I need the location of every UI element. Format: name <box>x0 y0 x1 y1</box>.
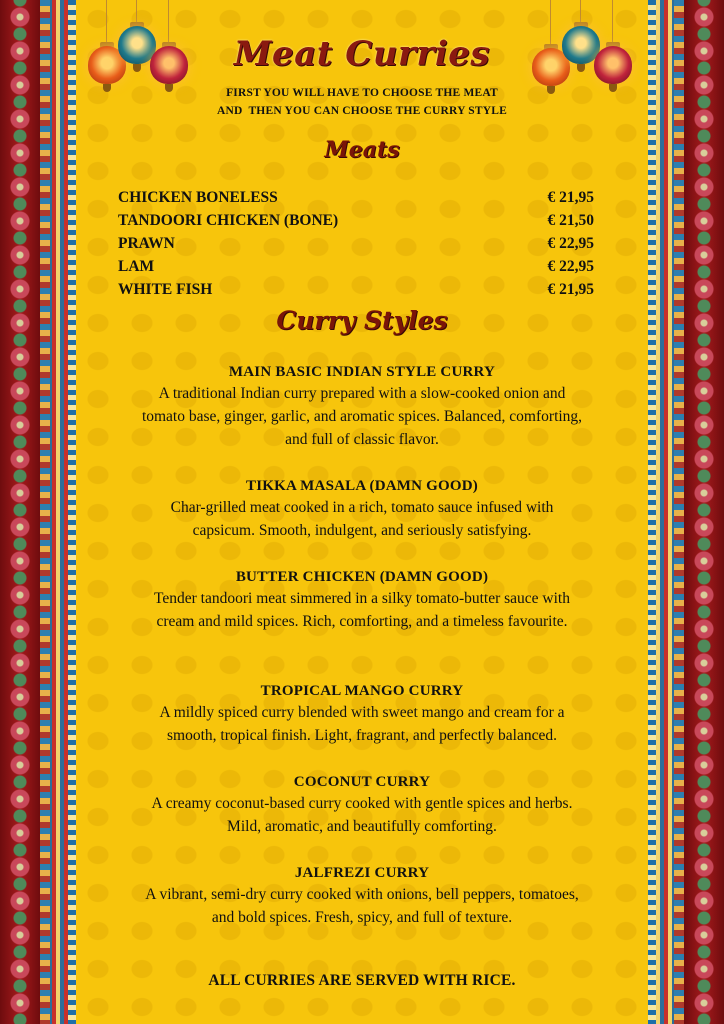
meat-name: CHICKEN BONELESS <box>118 188 278 206</box>
meat-item <box>118 209 594 232</box>
meat-item <box>118 186 594 209</box>
curry-style <box>140 863 584 929</box>
page-title: Meat Curries <box>233 34 491 74</box>
footer-note: ALL CURRIES ARE SERVED WITH RICE. <box>208 972 516 989</box>
meat-price: € 21,95 <box>547 280 594 298</box>
meat-name: PRAWN <box>118 234 175 252</box>
curry-style-name: JALFREZI CURRY <box>294 865 430 881</box>
curry-style-name: COCONUT CURRY <box>293 774 431 790</box>
meats-heading: Meats <box>324 137 400 163</box>
curry-style <box>140 567 584 633</box>
meat-item <box>118 232 594 255</box>
curry-style-description: Tender tandoori meat simmered in a silky tomato-butter sauce with cream and mild spices. Rich, comforting, and a timeless favourite. <box>153 590 570 630</box>
curry-style-name: TROPICAL MANGO CURRY <box>260 683 464 699</box>
curry-style-description: A creamy coconut-based curry cooked with gentle spices and herbs. Mild, aromatic, and beautifully comforting. <box>151 795 573 835</box>
meat-price: € 22,95 <box>547 257 594 275</box>
meat-item <box>118 278 594 301</box>
meat-name: TANDOORI CHICKEN (BONE) <box>118 211 339 229</box>
meat-name: WHITE FISH <box>118 280 213 298</box>
curry-style <box>140 362 584 451</box>
meat-price: € 21,50 <box>547 211 594 229</box>
curry-styles-heading: Curry Styles <box>276 306 448 335</box>
curry-style-name: TIKKA MASALA (DAMN GOOD) <box>246 478 478 494</box>
meat-name: LAM <box>118 257 155 275</box>
intro-line: FIRST YOU WILL HAVE TO CHOOSE THE MEAT <box>226 87 498 99</box>
curry-style-description: A vibrant, semi-dry curry cooked with onions, bell peppers, tomatoes, and bold spices. Fresh, spicy, and full of texture. <box>145 886 579 926</box>
intro-line: AND THEN YOU CAN CHOOSE THE CURRY STYLE <box>216 105 508 117</box>
curry-style-name: MAIN BASIC INDIAN STYLE CURRY <box>228 364 496 380</box>
intro-text <box>0 84 724 120</box>
curry-style <box>140 681 584 747</box>
curry-style-description: Char-grilled meat cooked in a rich, tomato sauce infused with capsicum. Smooth, indulgent, and seriously satisfying. <box>170 499 554 539</box>
curry-style <box>140 772 584 838</box>
meat-list <box>118 186 594 301</box>
curry-style <box>140 476 584 542</box>
meat-price: € 21,95 <box>547 188 594 206</box>
curry-style-description: A traditional Indian curry prepared with a slow-cooked onion and tomato base, ginger, garlic, and aromatic spices. Balanced, comforting, and full of classic flavor. <box>141 385 583 448</box>
meat-price: € 22,95 <box>547 234 594 252</box>
curry-style-description: A mildly spiced curry blended with sweet mango and cream for a smooth, tropical finish. Light, fragrant, and perfectly balanced. <box>159 704 565 744</box>
meat-item <box>118 255 594 278</box>
curry-style-name: BUTTER CHICKEN (DAMN GOOD) <box>235 569 489 585</box>
